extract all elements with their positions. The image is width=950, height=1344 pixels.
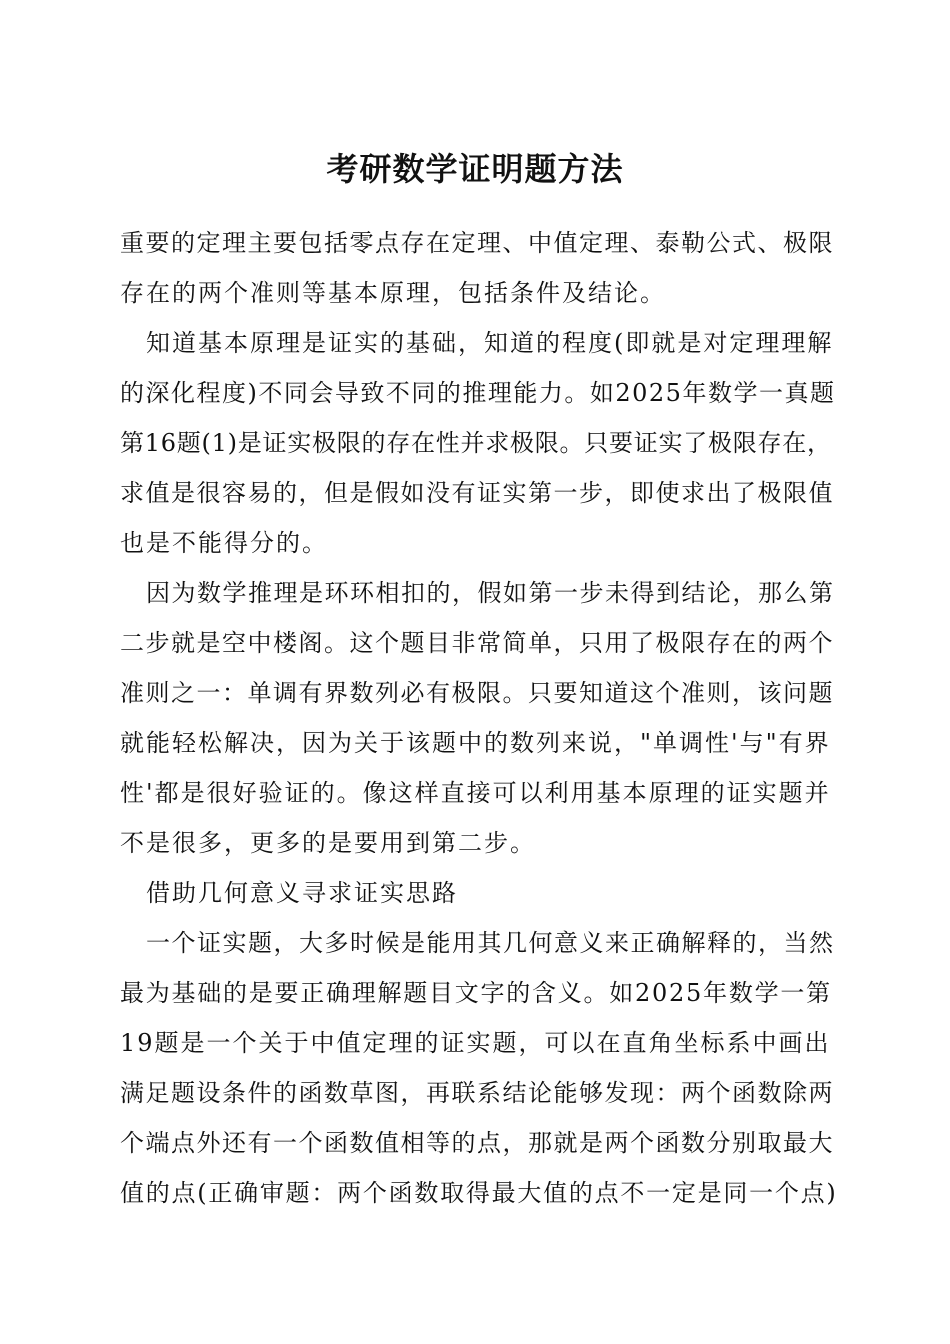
text-line: 求值是很容易的，但是假如没有证实第一步，即使求出了极限值	[120, 479, 834, 507]
text-line: 性'都是很好验证的。像这样直接可以利用基本原理的证实题并	[120, 779, 831, 807]
text-line: 19题是一个关于中值定理的证实题，可以在直角坐标系中画出	[120, 1029, 831, 1057]
text-line: 不是很多，更多的是要用到第二步。	[120, 829, 536, 857]
text-line: 一个证实题，大多时候是能用其几何意义来正确解释的，当然	[146, 929, 835, 957]
text-line: 满足题设条件的函数草图，再联系结论能够发现：两个函数除两	[120, 1079, 834, 1107]
text-line: 存在的两个准则等基本原理，包括条件及结论。	[120, 279, 666, 307]
text-line: 因为数学推理是环环相扣的，假如第一步未得到结论，那么第	[146, 579, 835, 607]
text-line: 借助几何意义寻求证实思路	[146, 879, 458, 907]
text-line: 知道基本原理是证实的基础，知道的程度(即就是对定理理解	[146, 329, 834, 357]
text-line: 准则之一：单调有界数列必有极限。只要知道这个准则，该问题	[120, 679, 834, 707]
text-line: 最为基础的是要正确理解题目文字的含义。如2025年数学一第	[120, 979, 832, 1007]
text-line: 的深化程度)不同会导致不同的推理能力。如2025年数学一真题	[120, 379, 836, 407]
text-line: 值的点(正确审题：两个函数取得最大值的点不一定是同一个点)	[120, 1179, 838, 1207]
text-line: 重要的定理主要包括零点存在定理、中值定理、泰勒公式、极限	[120, 229, 834, 257]
text-line: 第16题(1)是证实极限的存在性并求极限。只要证实了极限存在，	[120, 429, 832, 457]
text-line: 就能轻松解决，因为关于该题中的数列来说，"单调性'与"有界	[120, 729, 831, 757]
document-title: 考研数学证明题方法	[326, 150, 624, 188]
text-line: 也是不能得分的。	[120, 529, 328, 557]
text-line: 二步就是空中楼阁。这个题目非常简单，只用了极限存在的两个	[120, 629, 834, 657]
text-line: 个端点外还有一个函数值相等的点，那就是两个函数分别取最大	[120, 1129, 834, 1157]
